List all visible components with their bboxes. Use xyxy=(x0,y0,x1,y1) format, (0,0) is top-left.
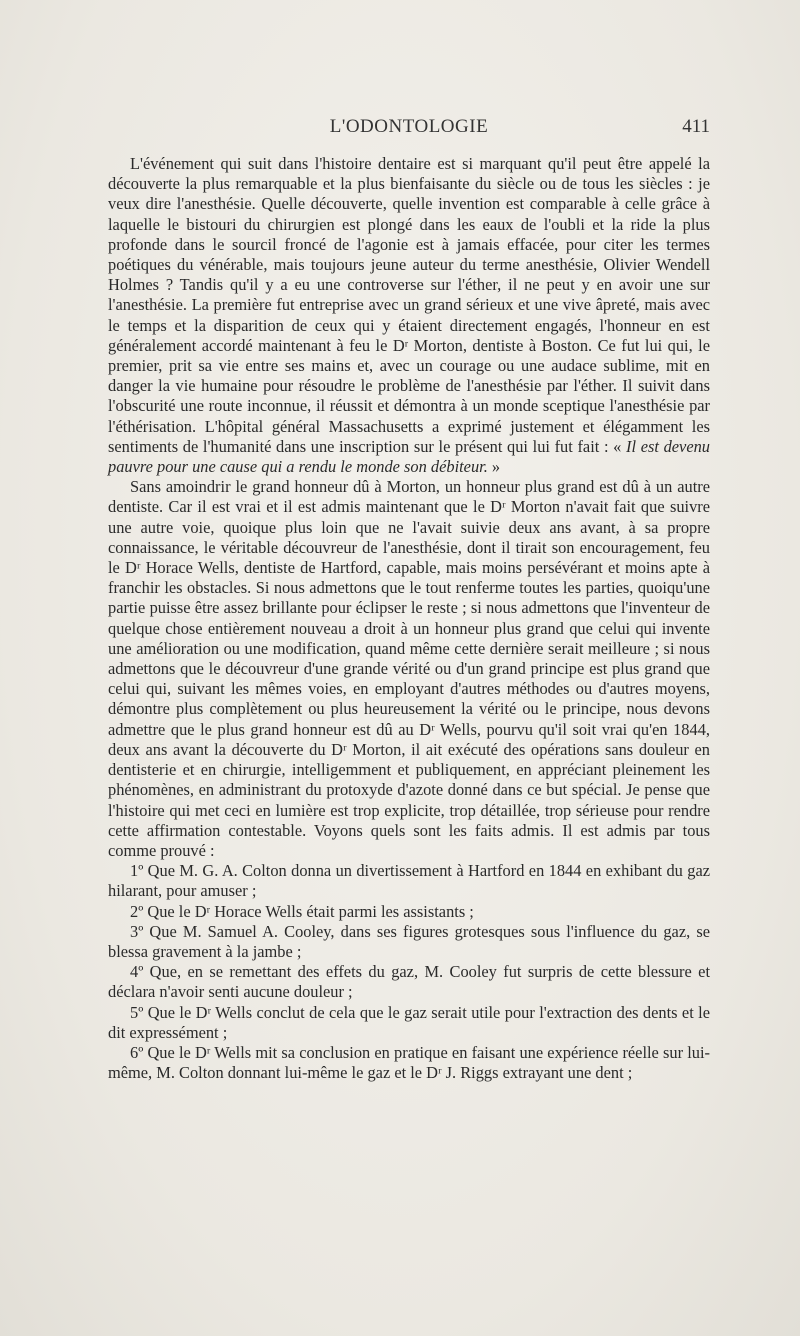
quotation-close: » xyxy=(487,457,501,477)
body-text xyxy=(108,154,710,1083)
paragraph-text: L'événement qui suit dans l'histoire dentaire est si marquant qu'il peut être appelé la découverte la plus remarquable et la plus bienfaisante du siècle ou de tous les siècles : je veux dire l'anesthésie. Quelle découverte, quelle invention est comparable à celle grâce à laquelle le bistouri du chirurgien est plongé dans les eaux de l'oubli et la ride la plus profonde dans le sourcil froncé de l'agonie est à jamais effacée, pour citer les termes poétiques du vénérable, mais toujours jeune auteur du terme anesthésie, Olivier Wendell Holmes ? Tandis qu'il y a eu une controverse sur l'éther, il ne peut y en avoir une sur l'anesthésie. La première fut entreprise avec un grand sérieux et une vive âpreté, mais avec le temps et la disparition de ceux qui y étaient directement engagés, l'honneur en est généralement accordé maintenant à feu le Dʳ Morton, dentiste à Boston. Ce fut lui qui, le premier, prit sa vie entre ses mains et, avec un courage ou une audace sublime, mit en danger la vie humaine pour résoudre le problème de l'anesthésie par l'éther. Il suivit dans l'obscurité une route inconnue, il réussit et démontra à un monde sceptique l'anesthésie par l'éthérisation. L'hôpital général Massachusetts a exprimé justement et élégamment les sentiments de l'humanité dans une inscription sur le présent qui lui fut fait : « xyxy=(108,154,710,456)
list-item: 6º Que le Dʳ Wells mit sa conclusion en pratique en faisant une expérience réelle sur lui-même, M. Colton donnant lui-même le gaz et le Dʳ J. Riggs extrayant une dent ; xyxy=(108,1042,710,1083)
list-item: 5º Que le Dʳ Wells conclut de cela que le gaz serait utile pour l'extraction des dents et le dit expressément ; xyxy=(108,1002,710,1042)
list-item: 4º Que, en se remettant des effets du gaz, M. Cooley fut surpris de cette blessure et déclara n'avoir senti aucune douleur ; xyxy=(108,962,710,1002)
paragraph-anesthesia-intro xyxy=(108,154,710,477)
page-number: 411 xyxy=(682,116,710,137)
page-header xyxy=(108,116,710,140)
list-item: 1º Que M. G. A. Colton donna un divertissement à Hartford en 1844 en exhibant du gaz hilarant, pour amuser ; xyxy=(108,861,710,901)
italic-quotation: Il est devenu pauvre pour une cause qui a rendu le monde son débiteur. xyxy=(108,436,710,477)
list-item: 2º Que le Dʳ Horace Wells était parmi les assistants ; xyxy=(130,901,474,921)
running-title: L'ODONTOLOGIE xyxy=(329,116,489,137)
paragraph-wells: Sans amoindrir le grand honneur dû à Morton, un honneur plus grand est dû à un autre dentiste. Car il est vrai et il est admis maintenant que le Dʳ Morton n'avait fait que suivre une autre voie, quoique plus loin que ne l'avait suivie deux ans avant, à sa propre connaissance, le véritable découvreur de l'anesthésie, dont il tirait son encouragement, feu le Dʳ Horace Wells, dentiste de Hartford, capable, mais moins persévérant et moins apte à franchir les obstacles. Si nous admettons que le tout renferme toutes les parties, quoiqu'une partie puisse être assez brillante pour éclipser le reste ; si nous admettons que l'inventeur de quelque chose entièrement nouveau a droit à un honneur plus grand que celui qui invente une amélioration ou une modification, quand même cette dernière serait meilleure ; si nous admettons que le découvreur d'une grande vérité ou d'un grand principe est plus grand que celui qui, suivant les mêmes voies, en employant d'autres méthodes ou d'autres moyens, démontre plus complètement ou plus heureusement la vérité ou le principe, nous devons admettre que le plus grand honneur est dû au Dʳ Wells, pourvu qu'il soit vrai qu'en 1844, deux ans avant la découverte du Dʳ Morton, il ait exécuté des opérations sans douleur en dentisterie et en chirurgie, intelligemment et publiquement, en appréciant pleinement les phénomènes, en administrant du protoxyde d'azote donné dans ce but spécial. Je pense que l'histoire qui met ceci en lumière est trop explicite, trop détaillée, trop sérieuse pour rendre cette affirmation contestable. Voyons quels sont les faits admis. Il est admis par tous comme prouvé : xyxy=(108,477,710,860)
list-item: 3º Que M. Samuel A. Cooley, dans ses figures grotesques sous l'influence du gaz, se blessa gravement à la jambe ; xyxy=(108,921,710,961)
